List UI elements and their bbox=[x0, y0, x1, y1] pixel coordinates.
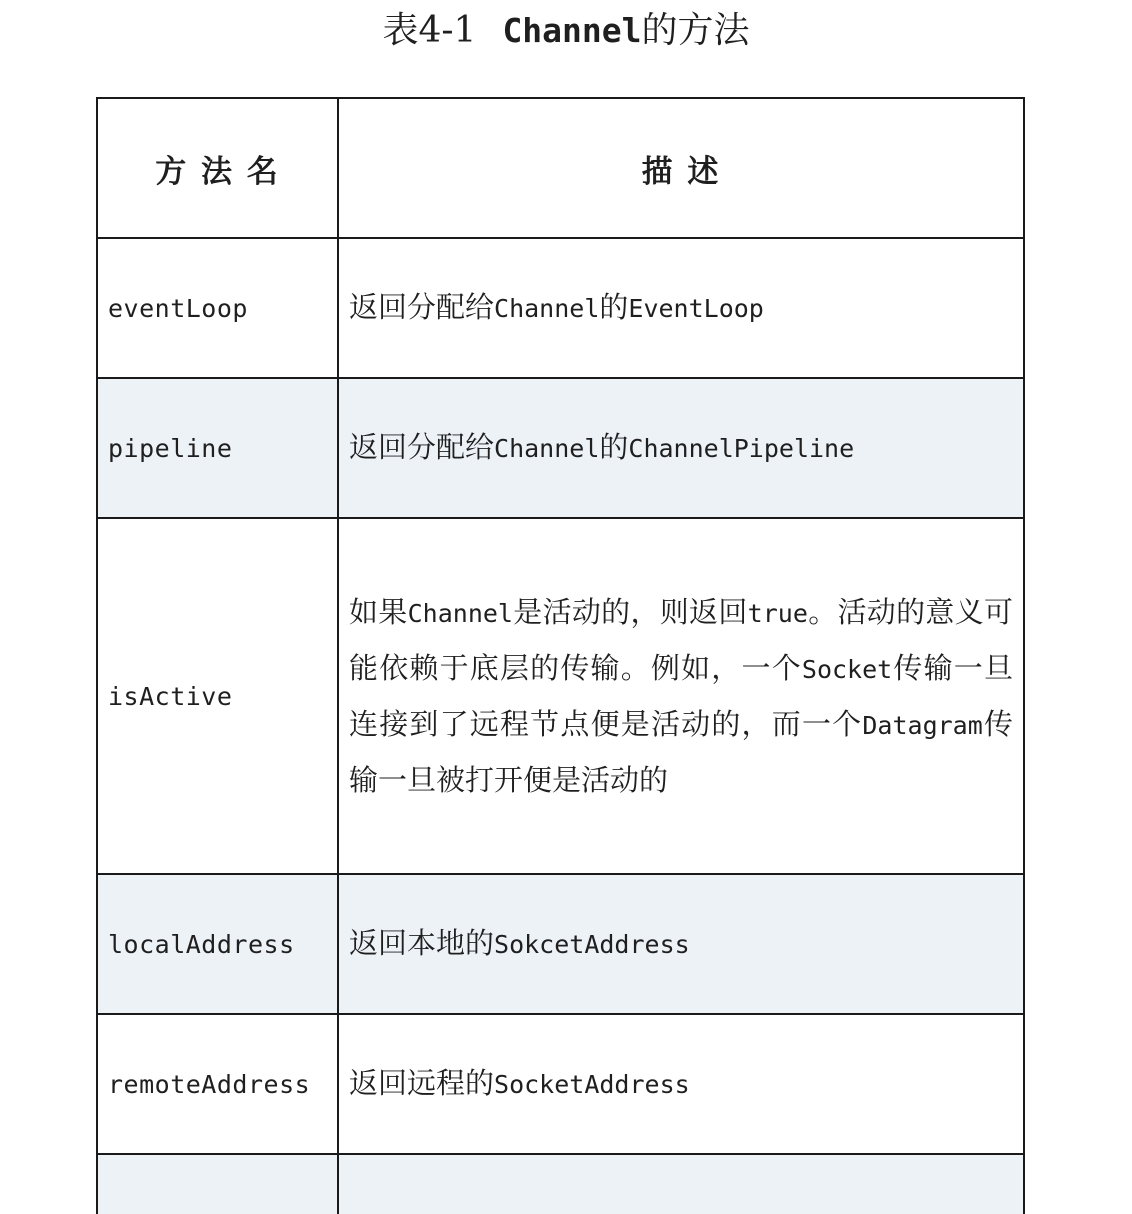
table-row bbox=[97, 874, 1024, 1014]
header-description: 描 述 bbox=[338, 98, 1024, 238]
method-name: eventLoop bbox=[97, 238, 338, 378]
method-description: 返回远程的SocketAddress bbox=[338, 1014, 1024, 1154]
method-description: 返回本地的SokcetAddress bbox=[338, 874, 1024, 1014]
method-description: 返回分配给Channel的ChannelPipeline bbox=[338, 378, 1024, 518]
method-description: 如果Channel是活动的，则返回true。活动的意义可能依赖于底层的传输。例如，一个Socket传输一旦连接到了远程节点便是活动的，而一个Datagram传输一旦被打开便是活动的 bbox=[338, 518, 1024, 874]
method-description bbox=[338, 1154, 1024, 1214]
table-row bbox=[97, 1154, 1024, 1214]
caption-text: 的方法 bbox=[641, 10, 750, 51]
table-row bbox=[97, 518, 1024, 874]
method-description: 返回分配给Channel的EventLoop bbox=[338, 238, 1024, 378]
table-row bbox=[97, 378, 1024, 518]
method-name bbox=[97, 1154, 338, 1214]
method-name: isActive bbox=[97, 518, 338, 874]
channel-methods-table bbox=[96, 97, 1025, 1214]
table-caption bbox=[0, 6, 1132, 56]
method-name: pipeline bbox=[97, 378, 338, 518]
table-row bbox=[97, 238, 1024, 378]
table-row bbox=[97, 1014, 1024, 1154]
header-method-name: 方 法 名 bbox=[97, 98, 338, 238]
method-name: remoteAddress bbox=[97, 1014, 338, 1154]
methods-table-container bbox=[96, 97, 1023, 1214]
table-header-row bbox=[97, 98, 1024, 238]
method-name: localAddress bbox=[97, 874, 338, 1014]
table-number: 表4-1 bbox=[382, 10, 477, 51]
caption-code: Channel bbox=[502, 11, 642, 50]
